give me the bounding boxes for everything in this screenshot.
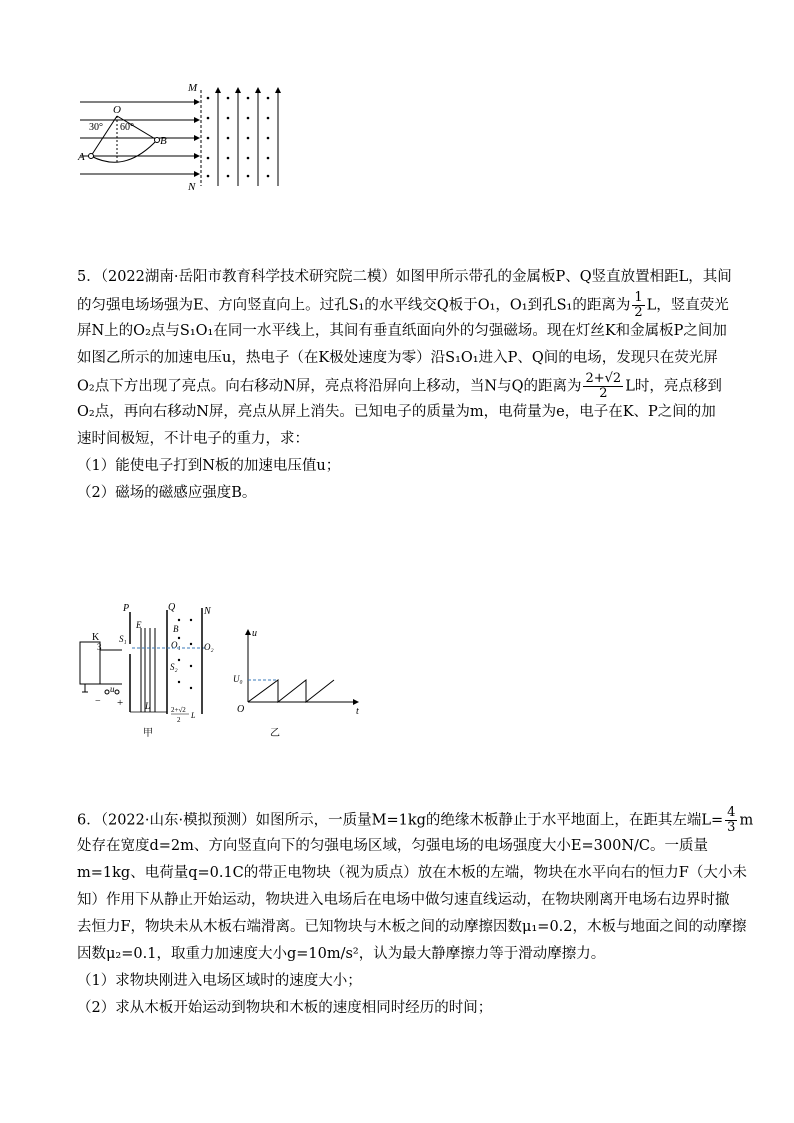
label-60deg: 60° bbox=[120, 122, 134, 133]
fraction-4-3 bbox=[725, 806, 737, 835]
q6-line-6: 因数μ₂=0.1，取重力加速度大小g=10m/s²，认为最大静摩擦力等于滑动摩擦力。 bbox=[77, 946, 606, 962]
label-yi: 乙 bbox=[270, 728, 280, 739]
label-O-origin: O bbox=[237, 704, 245, 715]
label-N-screen: N bbox=[204, 606, 211, 617]
label-3: 3 bbox=[97, 642, 102, 652]
label-Q: Q bbox=[168, 602, 176, 613]
frac-num: 2+√2 bbox=[585, 371, 622, 386]
frac-den: 3 bbox=[727, 820, 736, 835]
q5-part-1: （1）能使电子打到N板的加速电压值u； bbox=[77, 458, 341, 474]
label-jia: 甲 bbox=[143, 728, 153, 739]
fraction-half bbox=[632, 291, 644, 320]
label-frac-bot: 2 bbox=[177, 716, 181, 724]
frac-num: 4 bbox=[727, 805, 736, 820]
q6-line-5: 去恒力F，物块未从木板右端滑离。已知物块与木板之间的动摩擦因数μ₁=0.2，木板与地面之间的动摩擦 bbox=[77, 919, 747, 935]
label-O1: O₁ bbox=[171, 640, 181, 650]
frac-den: 2 bbox=[599, 386, 608, 401]
q6-line-1 bbox=[77, 805, 754, 835]
label-P: P bbox=[123, 603, 130, 614]
label-U0: U₀ bbox=[233, 674, 243, 684]
label-K: K bbox=[92, 632, 100, 643]
label-S1: S₁ bbox=[119, 634, 127, 644]
q5-line-7: 速时间极短，不计电子的重力，求： bbox=[77, 431, 309, 447]
label-O: O bbox=[113, 104, 121, 116]
q5-line-2b: L，竖直荧光 bbox=[646, 297, 729, 314]
figure-yi bbox=[228, 620, 368, 740]
label-L2: L bbox=[191, 711, 196, 720]
q5-line-1: 5．（2022湖南·岳阳市教育科学技术研究院二模）如图甲所示带孔的金属板P、Q竖直放置相距L，其间 bbox=[77, 269, 732, 285]
top-figure bbox=[75, 78, 300, 198]
label-plus: + bbox=[117, 697, 124, 709]
q6-line-2: 处存在宽度d=2m、方向竖直向下的匀强电场区域，匀强电场的电场强度大小E=300N/C。一质量 bbox=[77, 838, 708, 854]
label-minus: − bbox=[95, 696, 101, 707]
q5-line-5b: L时，亮点移到 bbox=[625, 378, 722, 395]
label-M: M bbox=[188, 82, 198, 94]
label-30deg: 30° bbox=[89, 122, 103, 133]
label-N: N bbox=[188, 181, 196, 193]
q6-part-1: （1）求物块刚进入电场区域时的速度大小； bbox=[77, 973, 362, 989]
question-5 bbox=[77, 264, 732, 507]
q5-line-2a: 的匀强电场场强为E、方向竖直向上。过孔S₁的水平线交Q板于O₁，O₁到孔S₁的距离为 bbox=[77, 297, 631, 314]
q5-part-2: （2）磁场的磁感应强度B。 bbox=[77, 485, 257, 501]
q6-line-4: 知）作用下从静止开始运动，物块进入电场后在电场中做匀速直线运动，在物块刚离开电场右边界时撤 bbox=[77, 892, 730, 908]
q6-line-1b: m bbox=[739, 812, 754, 829]
figure-jia bbox=[75, 600, 225, 740]
label-E: E bbox=[136, 620, 142, 630]
q5-line-4: 如图乙所示的加速电压u，热电子（在K极处速度为零）沿S₁O₁进入P、Q间的电场，发现只在荧光屏 bbox=[77, 350, 718, 366]
fraction-2-plus-root2 bbox=[583, 372, 623, 401]
label-L: L bbox=[145, 701, 151, 711]
q5-line-3: 屏N上的O₂点与S₁O₁在同一水平线上，其间有垂直纸面向外的匀强磁场。现在灯丝K和金属板P之间加 bbox=[77, 323, 727, 339]
label-u-axis: u bbox=[252, 628, 257, 639]
label-B: B bbox=[160, 135, 167, 147]
question-6 bbox=[77, 805, 754, 1022]
q5-line-5a: O₂点下方出现了亮点。向右移动N屏，亮点将沿屏向上移动，当N与Q的距离为 bbox=[77, 378, 582, 395]
label-S2: S₂ bbox=[170, 662, 178, 672]
label-B-field: B bbox=[173, 624, 179, 634]
label-O2: O₂ bbox=[204, 642, 214, 652]
q5-line-2 bbox=[77, 290, 729, 320]
q6-part-2: （2）求从木板开始运动到物块和木板的速度相同时经历的时间； bbox=[77, 1000, 493, 1016]
frac-den: 2 bbox=[634, 305, 643, 320]
label-frac-top: 2+√2 bbox=[171, 706, 186, 714]
q6-line-1a: 6．（2022·山东·模拟预测）如图所示，一质量M=1kg的绝缘木板静止于水平地面上，在距其左端L= bbox=[77, 812, 724, 829]
label-t-axis: t bbox=[356, 706, 359, 717]
label-A: A bbox=[78, 151, 85, 163]
q6-line-3: m=1kg、电荷量q=0.1C的带正电物块（视为质点）放在木板的左端，物块在水平向右的恒力F（大小未 bbox=[77, 865, 747, 881]
q5-line-5 bbox=[77, 371, 722, 401]
label-u-source: u bbox=[110, 684, 115, 694]
q5-line-6: O₂点，再向右移动N屏，亮点从屏上消失。已知电子的质量为m，电荷量为e，电子在K、P之间的加 bbox=[77, 404, 716, 420]
frac-num: 1 bbox=[634, 290, 643, 305]
